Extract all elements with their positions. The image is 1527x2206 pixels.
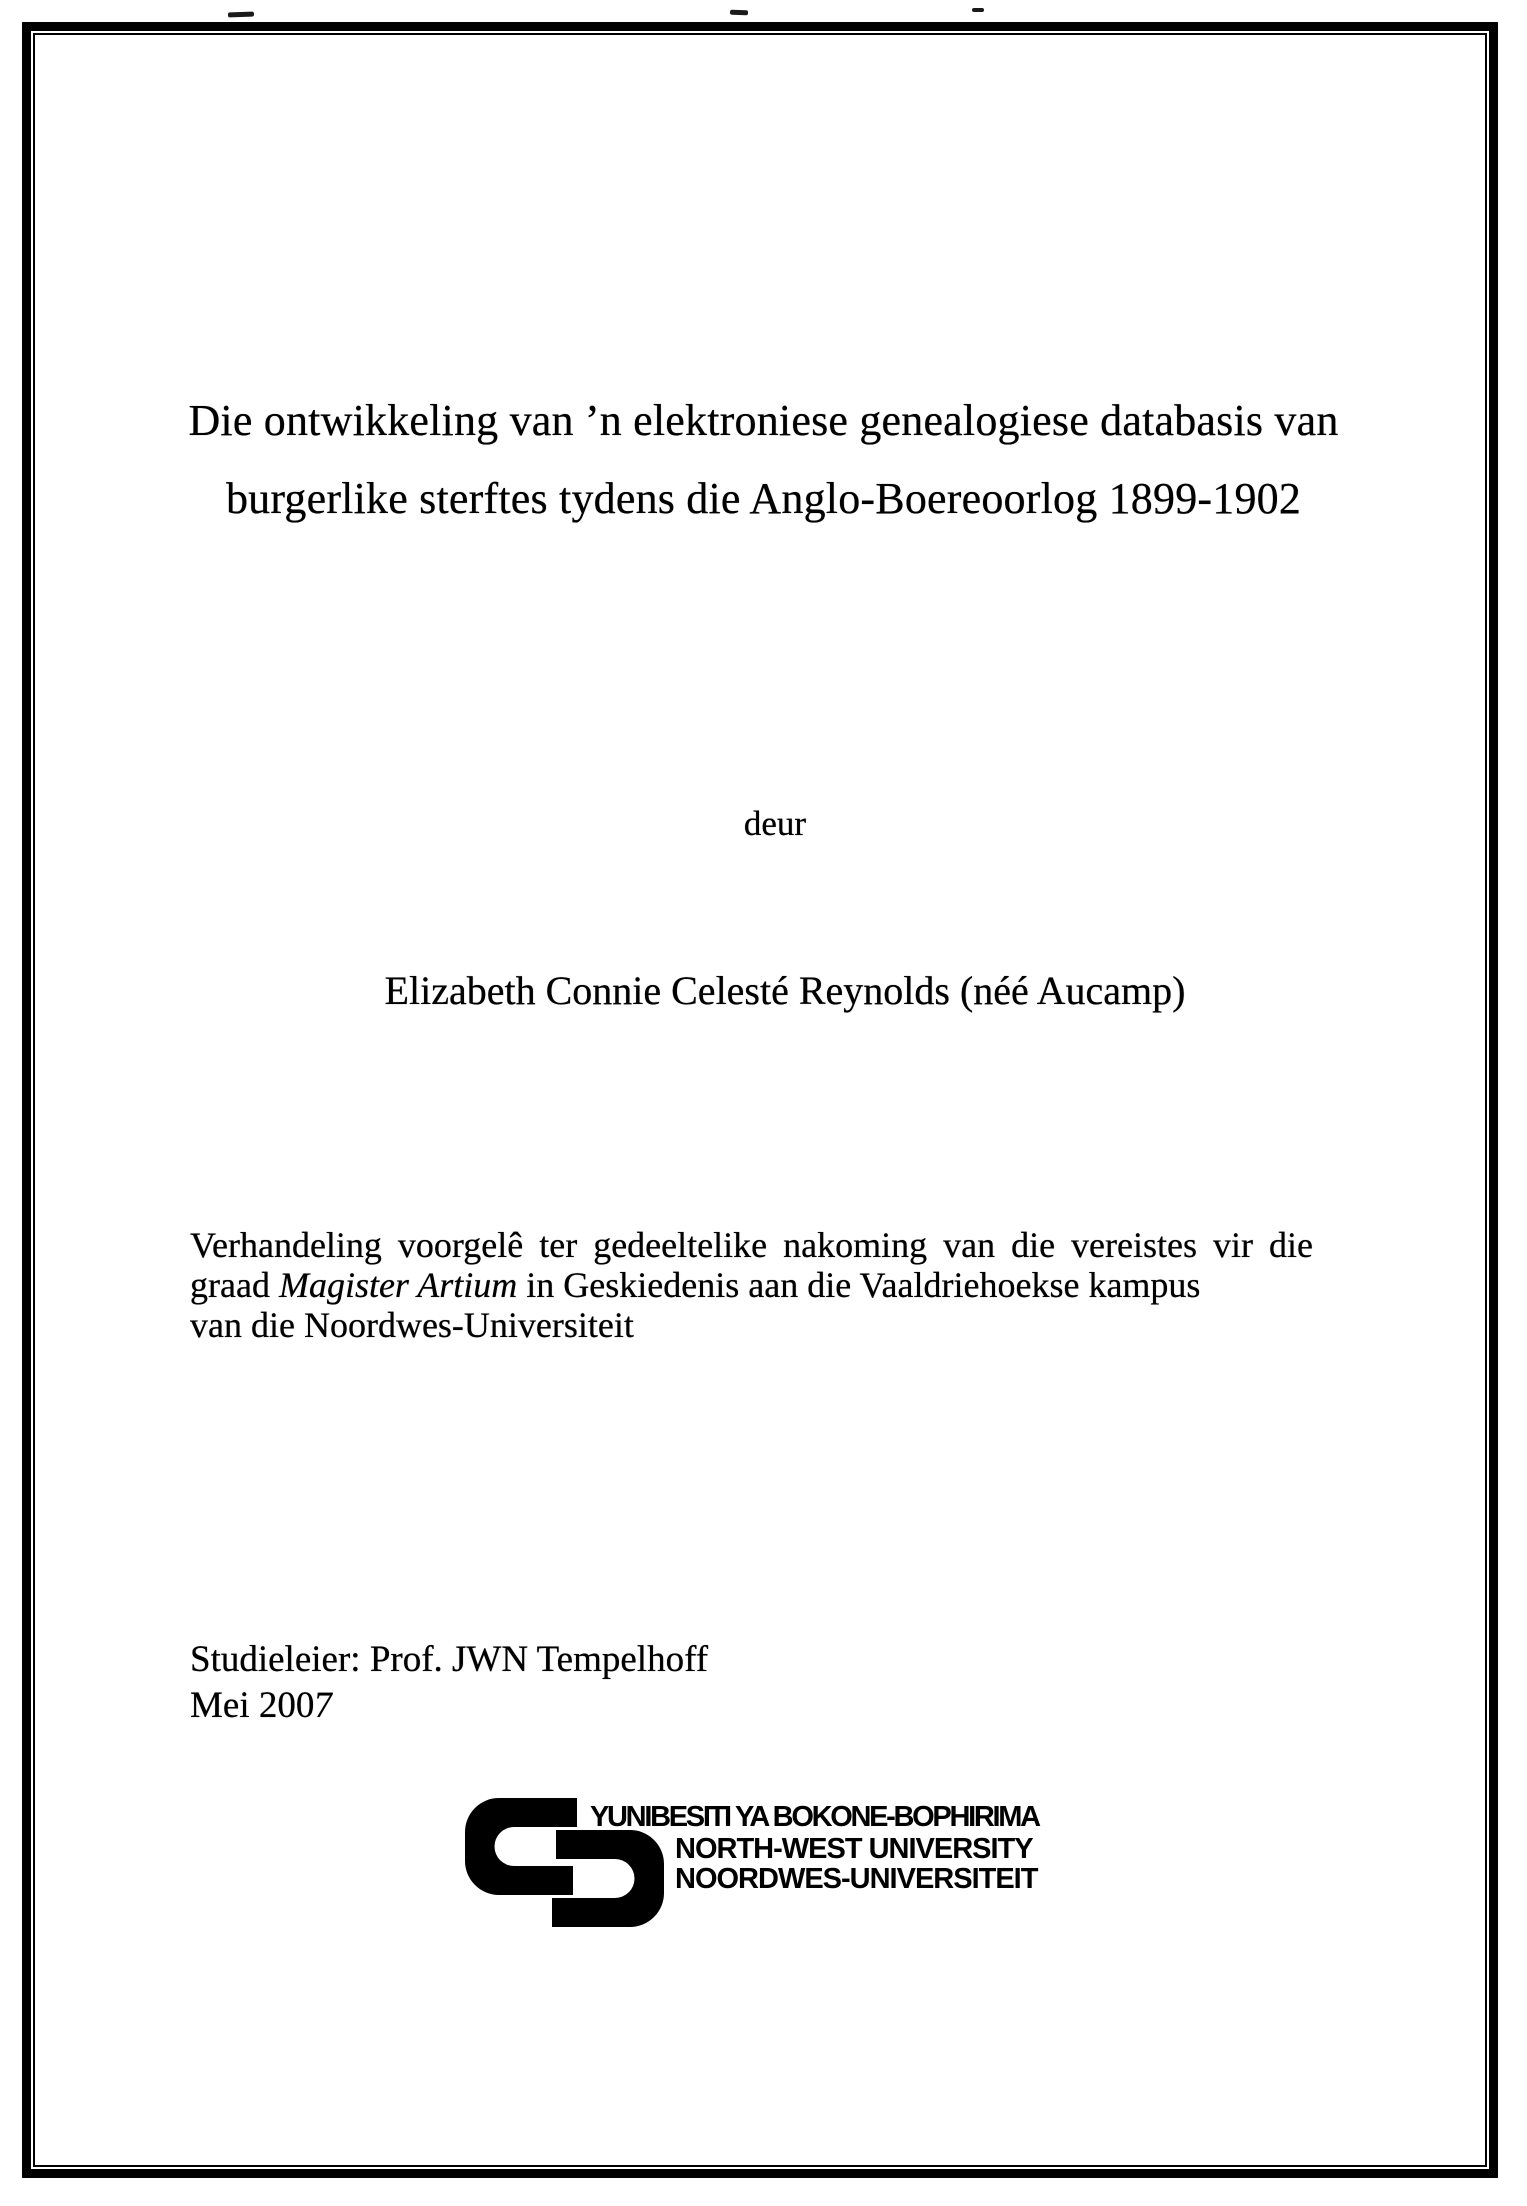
author-name: Elizabeth Connie Celesté Reynolds (néé Aucamp) <box>384 968 1186 1013</box>
supervisor-block <box>190 1637 708 1729</box>
thesis-title <box>0 382 1527 538</box>
thesis-title-line1: Die ontwikkeling van ’n elektroniese genealogiese databasis van <box>188 396 1339 445</box>
logo-text-afrikaans: NOORDWES-UNIVERSITEIT <box>675 1863 1038 1895</box>
date-line <box>190 1683 708 1729</box>
degree-name: Magister Artium <box>278 1265 518 1305</box>
declaration-line3: van die Noordwes-Universiteit <box>190 1305 634 1345</box>
logo-text-english: NORTH-WEST UNIVERSITY <box>675 1833 1033 1865</box>
thesis-title-line2: burgerlike sterftes tydens die Anglo-Boereoorlog 1899-1902 <box>225 474 1302 523</box>
supervisor-line: Studieleier: Prof. JWN Tempelhoff <box>190 1639 709 1680</box>
declaration-line1: Verhandeling voorgelê ter gedeeltelike nakoming van die vereistes vir die <box>190 1225 1313 1265</box>
declaration-line2-pre: graad <box>190 1265 279 1305</box>
byline-label: deur <box>743 804 807 843</box>
date-prefix: Mei 200 <box>190 1685 315 1726</box>
declaration-line2-post: in Geskiedenis aan die Vaaldriehoekse kampus <box>517 1265 1201 1305</box>
scan-artifact <box>972 8 984 12</box>
declaration-line2 <box>190 1265 1340 1305</box>
declaration-paragraph <box>190 1225 1340 1345</box>
scan-artifact <box>228 12 254 18</box>
date-last-digit: 7 <box>312 1685 336 1726</box>
logo-text-setswana: YUNIBESITI YA BOKONE-BOPHIRIMA <box>590 1801 1039 1833</box>
scan-artifact <box>730 10 748 16</box>
